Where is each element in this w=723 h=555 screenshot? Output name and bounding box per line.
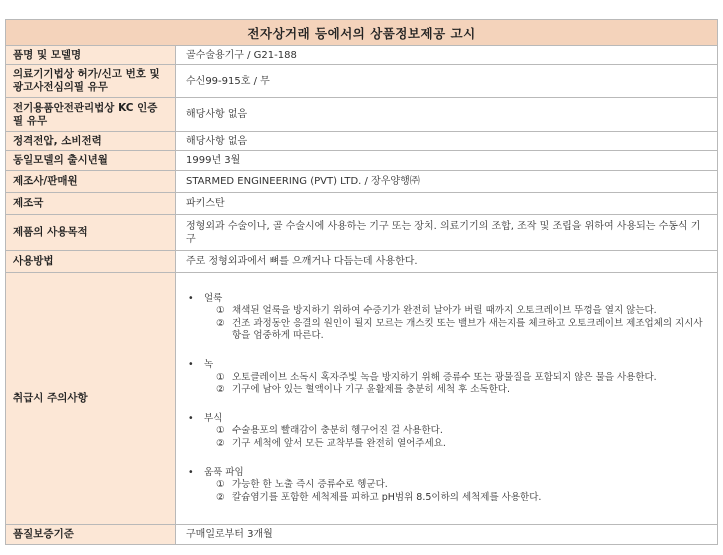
item-text: 건조 과정동안 응결의 원인이 될지 모르는 개스킷 또는 밸브가 새는지를 체크하고 오토크레이브 제조업체의 지시사항을 엄중하게 따른다. <box>232 317 703 342</box>
row-value: 주로 정형외과에서 뼈를 으깨거나 다듬는데 사용한다. <box>176 251 718 273</box>
care-instructions <box>176 273 718 525</box>
item-number: ① <box>216 371 225 383</box>
row-value: 정형외과 수술이나, 골 수술시에 사용하는 기구 또는 장치. 의료기기의 조합, 조작 및 조립을 위하여 사용되는 수동식 기구 <box>176 215 718 251</box>
item-text: 가능한 한 노출 즉시 증류수로 헹군다. <box>232 479 388 491</box>
item-text: 오토클레이브 소독시 혹자주빛 녹을 방지하기 위해 증류수 또는 광물질을 포함되지 않은 물을 사용한다. <box>232 371 657 383</box>
list-item <box>186 384 707 397</box>
row-value: 해당사항 없음 <box>176 98 718 132</box>
table-row <box>6 215 718 251</box>
row-label: 정격전압, 소비전력 <box>6 132 176 151</box>
row-value: STARMED ENGINEERING (PVT) LTD. / 장우양행㈜ <box>176 171 718 193</box>
product-info-table <box>5 19 718 545</box>
item-number: ② <box>216 491 225 503</box>
list-item <box>186 318 707 343</box>
list-item <box>186 492 707 505</box>
row-value: 수신99-915호 / 무 <box>176 65 718 98</box>
item-text: 수술용포의 빨래감이 충분히 헹구어진 걸 사용한다. <box>232 425 443 437</box>
bullet-icon: • <box>188 292 194 304</box>
item-text: 칼슘염기를 포함한 세척제를 피하고 pH범위 8.5이하의 세척제를 사용한다. <box>232 491 542 503</box>
list-item <box>186 438 707 451</box>
table-row <box>6 251 718 273</box>
bullet-icon: • <box>188 466 194 478</box>
row-label: 품명 및 모델명 <box>6 46 176 65</box>
item-number: ① <box>216 305 225 317</box>
item-text: 기구에 남아 있는 혈액이나 기구 윤활제를 충분히 세척 후 소독한다. <box>232 384 510 396</box>
warranty-label: 품질보증기준 <box>6 525 176 545</box>
item-number: ② <box>216 317 225 329</box>
notice-title: 전자상거래 등에서의 상품정보제공 고시 <box>6 20 718 46</box>
care-label: 취급시 주의사항 <box>6 273 176 525</box>
table-row <box>6 132 718 151</box>
table-row <box>6 525 718 545</box>
bullet-icon: • <box>188 412 194 424</box>
table-row <box>6 151 718 171</box>
row-label: 전기용품안전관리법상 KC 인증 필 유무 <box>6 98 176 132</box>
care-row <box>6 273 718 525</box>
item-text: 기구 세척에 앞서 모든 교착부를 완전히 열어주세요. <box>232 437 446 449</box>
section-title: 녹 <box>204 359 214 371</box>
list-item <box>186 479 707 492</box>
care-section-corrosion <box>186 413 707 451</box>
item-number: ① <box>216 425 225 437</box>
row-value: 해당사항 없음 <box>176 132 718 151</box>
row-label: 제조국 <box>6 193 176 215</box>
bullet-icon: • <box>188 359 194 371</box>
care-section-rust <box>186 359 707 397</box>
row-label: 동일모델의 출시년월 <box>6 151 176 171</box>
list-item <box>186 425 707 438</box>
table-row <box>6 98 718 132</box>
table-row <box>6 193 718 215</box>
warranty-value: 구매일로부터 3개월 <box>176 525 718 545</box>
row-label: 제품의 사용목적 <box>6 215 176 251</box>
care-section-pitting <box>186 467 707 505</box>
item-number: ② <box>216 437 225 449</box>
care-section-stain <box>186 293 707 343</box>
section-title: 얼룩 <box>204 292 223 304</box>
item-number: ② <box>216 384 225 396</box>
item-text: 채색된 얼룩을 방지하기 위하여 수증기가 완전히 날아가 버릴 때까지 오토크레이브 뚜껑을 열지 않는다. <box>232 305 657 317</box>
section-title: 움푹 파임 <box>204 466 244 478</box>
row-value: 1999년 3월 <box>176 151 718 171</box>
row-value: 골수술용기구 / G21-188 <box>176 46 718 65</box>
list-item <box>186 372 707 385</box>
row-label: 사용방법 <box>6 251 176 273</box>
table-row <box>6 65 718 98</box>
section-title: 부식 <box>204 412 223 424</box>
product-info-notice <box>5 19 718 545</box>
title-row <box>6 20 718 46</box>
row-label: 제조사/판매원 <box>6 171 176 193</box>
row-label: 의료기기법상 허가/신고 번호 및 광고사전심의필 유무 <box>6 65 176 98</box>
table-row <box>6 171 718 193</box>
row-value: 파키스탄 <box>176 193 718 215</box>
list-item <box>186 305 707 318</box>
item-number: ① <box>216 479 225 491</box>
table-row <box>6 46 718 65</box>
